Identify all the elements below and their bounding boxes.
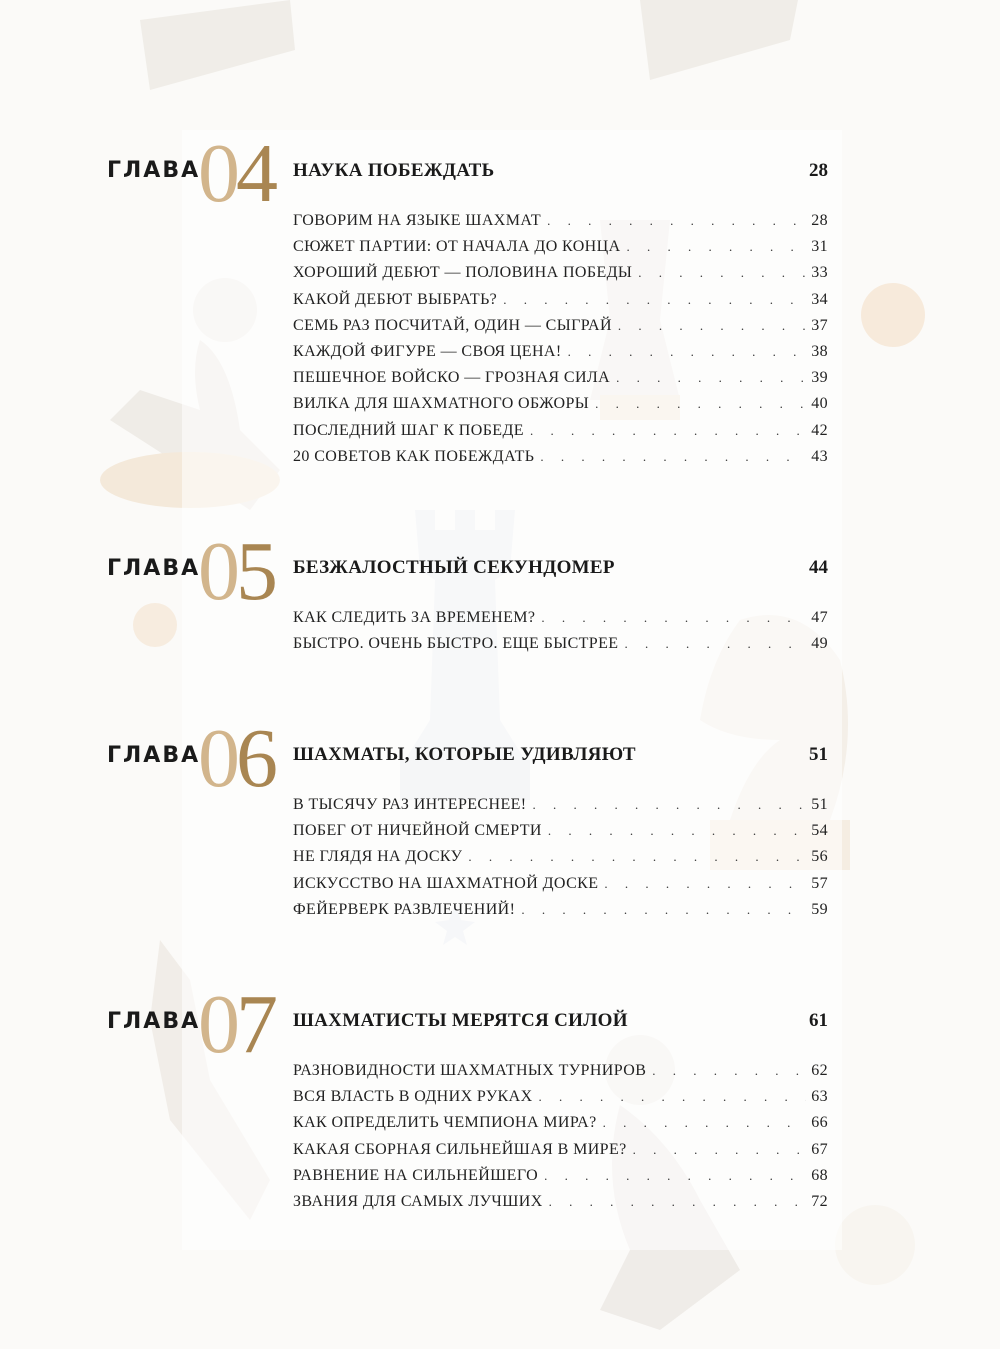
toc-entry-page: 51 [811, 796, 828, 813]
chapter-page-number: 51 [809, 744, 828, 765]
dot-leader [503, 292, 806, 308]
toc-entry-title: ГОВОРИМ НА ЯЗЫКЕ ШАХМАТ [293, 212, 542, 229]
section-list [293, 1062, 828, 1219]
toc-entry-title: ВИЛКА ДЛЯ ШАХМАТНОГО ОБЖОРЫ [293, 395, 590, 413]
toc-entry[interactable] [293, 422, 828, 448]
dot-leader [544, 1168, 806, 1184]
dot-leader [533, 797, 806, 813]
toc-entry[interactable] [293, 343, 828, 369]
toc-entry-title: НЕ ГЛЯДЯ НА ДОСКУ [293, 848, 463, 866]
dot-leader [652, 1063, 806, 1079]
toc-entry-title: РАЗНОВИДНОСТИ ШАХМАТНЫХ ТУРНИРОВ [293, 1062, 647, 1079]
toc-entry[interactable] [293, 1167, 828, 1193]
chapter-label: ГЛАВА [107, 1009, 201, 1034]
toc-entry[interactable] [293, 1141, 828, 1167]
dot-leader [521, 902, 806, 918]
toc-entry-page: 57 [811, 874, 828, 892]
toc-entry[interactable] [293, 1114, 828, 1140]
toc-entry[interactable] [293, 796, 828, 822]
toc-entry[interactable] [293, 822, 828, 848]
toc-entry-title: ПЕШЕЧНОЕ ВОЙСКО — ГРОЗНАЯ СИЛА [293, 369, 611, 387]
toc-entry-page: 68 [811, 1166, 828, 1184]
dot-leader [568, 344, 806, 360]
toc-entry-title: В ТЫСЯЧУ РАЗ ИНТЕРЕСНЕЕ! [293, 796, 527, 813]
toc-entry-page: 47 [811, 609, 828, 626]
toc-entry-title: ИСКУССТВО НА ШАХМАТНОЙ ДОСКЕ [293, 874, 599, 892]
toc-entry[interactable] [293, 1062, 828, 1088]
toc-entry-page: 54 [811, 822, 828, 840]
toc-entry-title: КАК СЛЕДИТЬ ЗА ВРЕМЕНЕМ? [293, 609, 536, 626]
chapter-label: ГЛАВА [107, 158, 201, 183]
chapter-title[interactable]: НАУКА ПОБЕЖДАТЬ [293, 160, 495, 181]
toc-entry-title: КАКОЙ ДЕБЮТ ВЫБРАТЬ? [293, 290, 498, 308]
dot-leader [541, 610, 806, 626]
dot-leader [627, 239, 806, 255]
toc-entry-page: 66 [811, 1114, 828, 1132]
chapter-number: 05 [198, 525, 274, 618]
toc-entry-page: 56 [811, 848, 828, 866]
toc-entry[interactable] [293, 1088, 828, 1114]
toc-entry-page: 39 [811, 369, 828, 387]
dot-leader [548, 823, 806, 839]
dot-leader [603, 1115, 806, 1131]
dot-leader [549, 1194, 806, 1210]
toc-entry[interactable] [293, 875, 828, 901]
chapter-page-number: 61 [809, 1010, 828, 1031]
chapter-label: ГЛАВА [107, 743, 201, 768]
toc-entry-page: 42 [811, 421, 828, 439]
toc-entry-page: 59 [811, 900, 828, 918]
dot-leader [530, 423, 806, 439]
toc-entry-title: КАК ОПРЕДЕЛИТЬ ЧЕМПИОНА МИРА? [293, 1114, 597, 1132]
chapter-number: 07 [198, 978, 274, 1071]
toc-entry[interactable] [293, 291, 828, 317]
chapter-title[interactable]: ШАХМАТЫ, КОТОРЫЕ УДИВЛЯЮТ [293, 744, 636, 765]
chapter-title[interactable]: ШАХМАТИСТЫ МЕРЯТСЯ СИЛОЙ [293, 1010, 628, 1031]
toc-entry[interactable] [293, 635, 828, 661]
toc-entry[interactable] [293, 609, 828, 635]
toc-entry[interactable] [293, 212, 828, 238]
toc-entry[interactable] [293, 395, 828, 421]
toc-entry-page: 49 [811, 635, 828, 653]
toc-entry-title: СЕМЬ РАЗ ПОСЧИТАЙ, ОДИН — СЫГРАЙ [293, 316, 612, 334]
section-list [293, 796, 828, 927]
toc-entry-page: 38 [811, 342, 828, 360]
dot-leader [633, 1142, 806, 1158]
toc-entry[interactable] [293, 1193, 828, 1219]
section-list [293, 212, 828, 474]
chapter-page-number: 44 [809, 557, 828, 578]
toc-entry-title: БЫСТРО. ОЧЕНЬ БЫСТРО. ЕЩЕ БЫСТРЕЕ [293, 635, 619, 653]
toc-entry-title: ЗВАНИЯ ДЛЯ САМЫХ ЛУЧШИХ [293, 1192, 543, 1210]
toc-entry-page: 62 [811, 1062, 828, 1079]
toc-entry-page: 43 [811, 447, 828, 465]
toc-entry-title: ФЕЙЕРВЕРК РАЗВЛЕЧЕНИЙ! [293, 900, 516, 918]
toc-entry-title: СЮЖЕТ ПАРТИИ: ОТ НАЧАЛА ДО КОНЦА [293, 238, 621, 256]
toc-entry-title: РАВНЕНИЕ НА СИЛЬНЕЙШЕГО [293, 1166, 539, 1184]
dot-leader [604, 876, 806, 892]
dot-leader [624, 636, 806, 652]
toc-entry-page: 40 [811, 395, 828, 413]
toc-entry[interactable] [293, 317, 828, 343]
dot-leader [547, 213, 806, 229]
toc-entry[interactable] [293, 448, 828, 474]
chapter-number: 04 [198, 127, 274, 220]
toc-entry[interactable] [293, 264, 828, 290]
toc-entry-page: 67 [811, 1140, 828, 1158]
toc-entry-title: ПОСЛЕДНИЙ ШАГ К ПОБЕДЕ [293, 421, 524, 439]
dot-leader [595, 396, 806, 412]
chapter-number: 06 [198, 712, 274, 805]
toc-entry[interactable] [293, 238, 828, 264]
dot-leader [618, 318, 806, 334]
section-list [293, 609, 828, 661]
dot-leader [616, 370, 806, 386]
toc-entry[interactable] [293, 369, 828, 395]
toc-entry-title: КАКАЯ СБОРНАЯ СИЛЬНЕЙШАЯ В МИРЕ? [293, 1140, 627, 1158]
dot-leader [468, 849, 806, 865]
toc-entry-title: 20 СОВЕТОВ КАК ПОБЕЖДАТЬ [293, 447, 535, 465]
chapter-label: ГЛАВА [107, 556, 201, 581]
toc-entry-page: 28 [811, 212, 828, 229]
dot-leader [540, 449, 806, 465]
toc-entry-title: КАЖДОЙ ФИГУРЕ — СВОЯ ЦЕНА! [293, 342, 562, 360]
toc-entry-page: 33 [811, 264, 828, 282]
toc-entry-page: 31 [811, 238, 828, 256]
toc-entry[interactable] [293, 848, 828, 874]
toc-entry-title: ВСЯ ВЛАСТЬ В ОДНИХ РУКАХ [293, 1088, 533, 1106]
toc-entry-page: 34 [811, 290, 828, 308]
toc-entry-page: 37 [811, 316, 828, 334]
toc-entry-page: 72 [811, 1192, 828, 1210]
dot-leader [638, 265, 806, 281]
toc-entry[interactable] [293, 901, 828, 927]
toc-entry-page: 63 [811, 1088, 828, 1106]
chapter-title[interactable]: БЕЗЖАЛОСТНЫЙ СЕКУНДОМЕР [293, 557, 615, 578]
dot-leader [539, 1089, 806, 1105]
toc-entry-title: ХОРОШИЙ ДЕБЮТ — ПОЛОВИНА ПОБЕДЫ [293, 264, 633, 282]
toc-entry-title: ПОБЕГ ОТ НИЧЕЙНОЙ СМЕРТИ [293, 822, 542, 840]
chapter-page-number: 28 [809, 160, 828, 181]
